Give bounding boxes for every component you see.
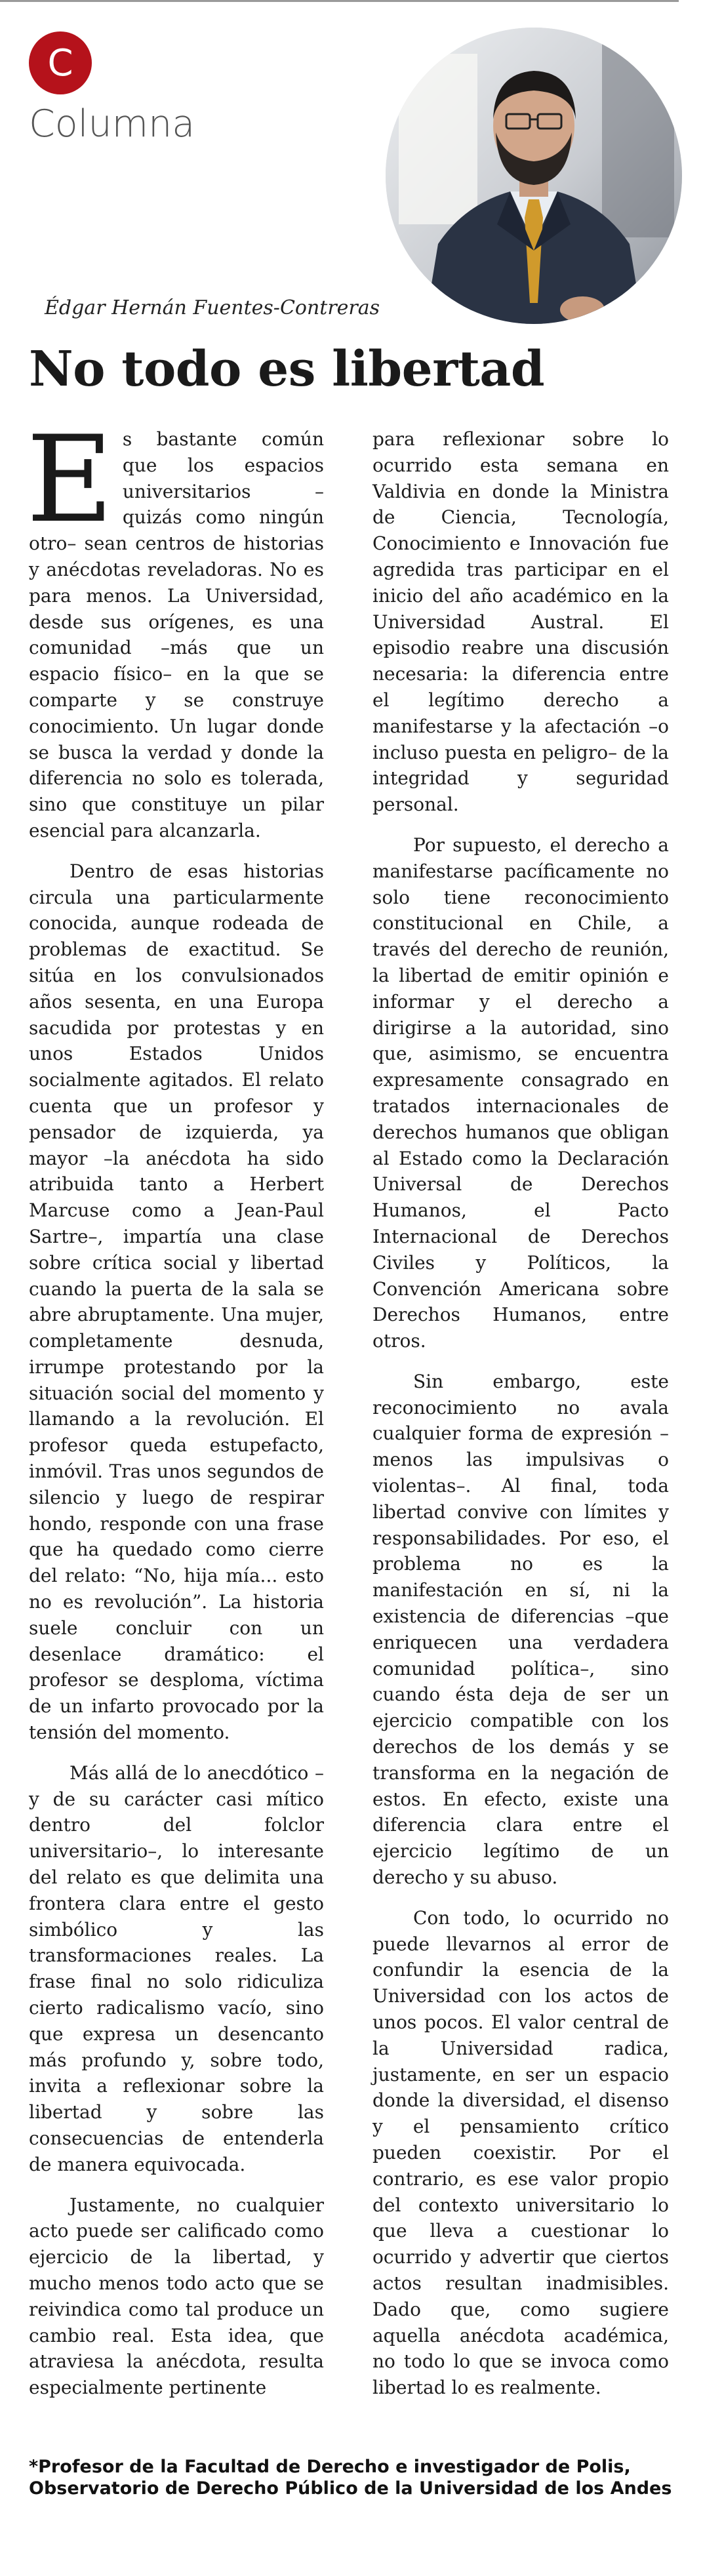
drop-cap: E (26, 410, 113, 549)
badge-letter: C (47, 41, 73, 85)
article-column-left (26, 410, 324, 2401)
article-paragraph: Más allá de lo anecdótico –y de su carácter casi mítico dentro del folclor universitario–, lo interesante del relato es que delimita una frontera clara entre el gesto simbólico y las transformaciones reales. La frase final no solo ridiculiza cierto radicalismo vacío, sino que expresa un desencanto más profundo y, sobre todo, invita a reflexionar sobre la libertad y sobre las consecuencias de entenderla de manera equivocada. (29, 1761, 324, 2175)
author-portrait (386, 28, 682, 324)
section-badge (29, 31, 92, 94)
article-paragraph (26, 410, 324, 844)
article-paragraph: para reflexionar sobre lo ocurrido esta semana en Valdivia en donde la Ministra de Ciencia, Tecnología, Conocimiento e Innovación fue agredida tras participar en el inicio del año académico en la Universidad Austral. El episodio reabre una discusión necesaria: la diferencia entre el legítimo derecho a manifestarse y la afectación –o incluso puesta en peligro– de la integridad y seguridad personal. (372, 428, 669, 816)
paragraph-text: s bastante común que los espacios universitarios –quizás como ningún otro– sean centros de historias y anécdotas reveladoras. No es para menos. La Universidad, desde sus orígenes, es una comunidad –más que un espacio físico– en la que se comparte y se construye conocimiento. Un lugar donde se busca la verdad y donde la diferencia no solo es tolerada, sino que constituye un pilar esencial para alcanzarla. (29, 428, 324, 841)
article-paragraph: Dentro de esas historias circula una particularmente conocida, aunque rodeada de problemas de exactitud. Se sitúa en los convulsionados años sesenta, en una Europa sacudida por protestas y en unos Estados Unidos socialmente agitados. El relato cuenta que un profesor y pensador de izquierda, ya mayor –la anécdota ha sido atribuida tanto a Herbert Marcuse como a Jean-Paul Sartre–, impartía una clase sobre crítica social y libertad cuando la puerta de la sala se abre abruptamente. Una mujer, completamente desnuda, irrumpe protestando por la situación social del momento y llamando a la revolución. El profesor queda estupefacto, inmóvil. Tras unos segundos de silencio y luego de respirar hondo, responde con una frase que ha quedado como cierre del relato: “No, hija mía... esto no es revolución”. La historia suele concluir con un desenlace dramático: el profesor se desploma, víctima de un infarto provocado por la tensión del momento. (29, 860, 324, 1744)
article-paragraph: Con todo, lo ocurrido no puede llevarnos al error de confundir la esencia de la Universidad con los actos de unos pocos. El valor central de la Universidad radica, justamente, en ser un espacio donde la diversidad, el disenso y el pensamiento crítico pueden coexistir. Por el contrario, es ese valor propio del contexto universitario lo que lleva a cuestionar lo ocurrido y advertir que ciertos actos resultan inadmisibles. Dado que, como sugiere aquella anécdota académica, no todo lo que se invoca como libertad lo es realmente. (372, 1906, 669, 2399)
article-column-right (372, 426, 669, 2401)
section-label: Columna (29, 102, 195, 146)
top-rule (0, 0, 679, 2)
headline: No todo es libertad (29, 341, 545, 397)
author-portrait-icon (386, 28, 682, 324)
article-paragraph: Sin embargo, este reconocimiento no avala cualquier forma de expresión –menos las impulsivas o violentas–. Al final, toda libertad convive con límites y responsabilidades. Por eso, el problema no es la manifestación en sí, ni la existencia de diferencias –que enriquecen una verdadera comunidad política–, sino cuando ésta deja de ser un ejercicio compatible con los derechos de los demás y se transforma en la negación de estos. En efecto, existe una diferencia clara entre el ejercicio legítimo de un derecho y su abuso. (372, 1370, 669, 1889)
author-footnote: *Profesor de la Facultad de Derecho e investigador de Polis, Observatorio de Derecho Público de la Universidad de los Andes (29, 2457, 672, 2499)
article-paragraph: Por supuesto, el derecho a manifestarse pacíficamente no solo tiene reconocimiento constitucional en Chile, a través del derecho de reunión, la libertad de emitir opinión e informar y el derecho a dirigirse a la autoridad, sino que, asimismo, se encuentra expresamente consagrado en tratados internacionales de derechos humanos que obligan al Estado como la Declaración Universal de Derechos Humanos, el Pacto Internacional de Derechos Civiles y Políticos, la Convención Americana sobre Derechos Humanos, entre otros. (372, 834, 669, 1352)
article-paragraph: Justamente, no cualquier acto puede ser calificado como ejercicio de la libertad, y mucho menos todo acto que se reivindica como tal produce un cambio real. Esta idea, que atraviesa la anécdota, resulta especialmente pertinente (29, 2194, 324, 2399)
author-byline: Édgar Hernán Fuentes-Contreras (45, 296, 380, 319)
